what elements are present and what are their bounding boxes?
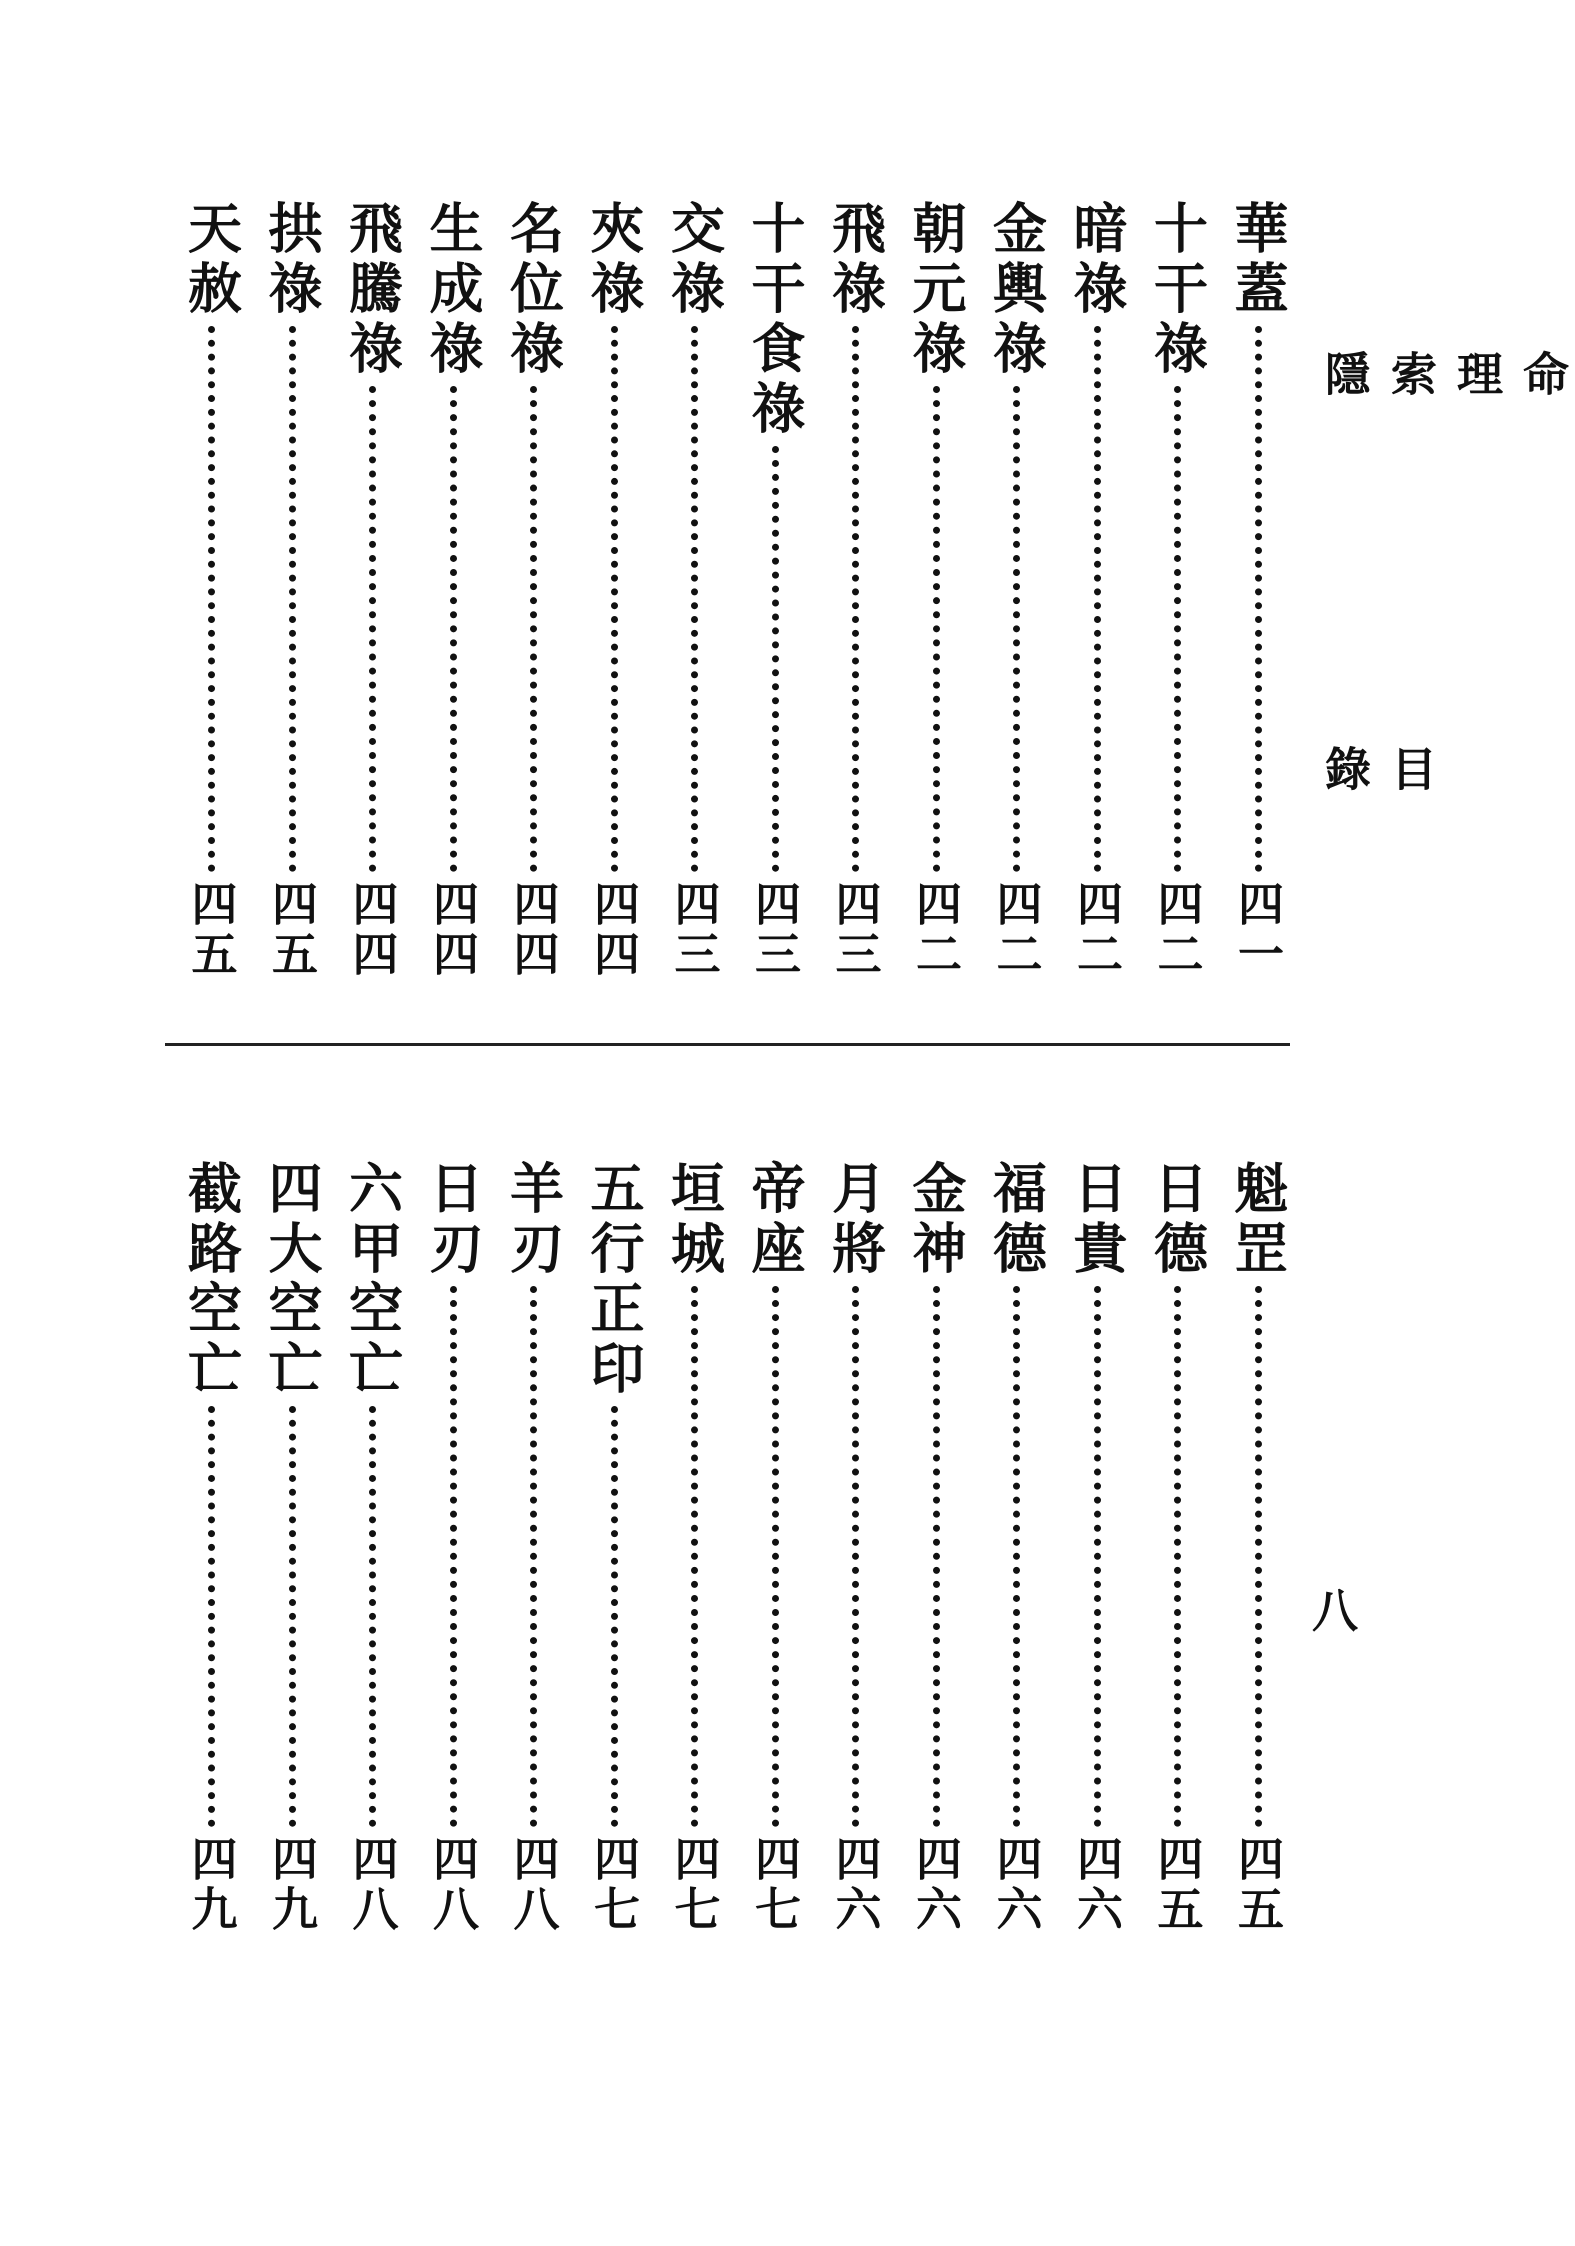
- toc-entry-title: 六甲空亡: [340, 1160, 405, 1400]
- toc-entry-page: 四七: [587, 1835, 641, 1935]
- book-title: 命理索隱: [1318, 350, 1570, 434]
- toc-entry[interactable]: [824, 200, 888, 980]
- toc-entry-page: 四二: [989, 880, 1044, 980]
- toc-entry-title: 十干祿: [1145, 200, 1210, 380]
- toc-entry-title: 華蓋: [1226, 200, 1290, 320]
- toc-entry[interactable]: [1065, 1160, 1129, 1935]
- dot-leader: [933, 386, 940, 872]
- toc-entry-page: 四五: [1150, 1835, 1205, 1935]
- dot-leader: [208, 1406, 215, 1827]
- toc-entry-title: 福德: [984, 1160, 1049, 1280]
- toc-entry-page: 四五: [1231, 1835, 1285, 1935]
- toc-entry-page: 四六: [909, 1835, 963, 1935]
- dot-leader: [530, 1286, 537, 1827]
- toc-entry-title: 魁罡: [1226, 1160, 1290, 1280]
- toc-entry[interactable]: [1226, 1160, 1290, 1935]
- toc-entry-page: 四八: [426, 1835, 480, 1935]
- toc-entry-title: 飛騰祿: [340, 200, 405, 380]
- toc-entry-title: 十干食祿: [743, 200, 807, 440]
- toc-entry[interactable]: [421, 1160, 485, 1935]
- toc-entry-title: 金神: [904, 1160, 968, 1280]
- toc-entry-page: 四三: [667, 880, 722, 980]
- toc-entry[interactable]: [502, 200, 566, 980]
- toc-entry-page: 四二: [1150, 880, 1205, 980]
- toc-entry-title: 朝元祿: [904, 200, 968, 380]
- dot-leader: [852, 1286, 859, 1827]
- toc-entry-title: 五行正印: [582, 1160, 646, 1400]
- dot-leader: [530, 386, 537, 872]
- toc-entry-page: 四五: [184, 880, 239, 980]
- toc-entry-page: 四六: [989, 1835, 1044, 1935]
- toc-entry-page: 四三: [748, 880, 802, 980]
- toc-entry[interactable]: [743, 1160, 807, 1935]
- dot-leader: [772, 1286, 779, 1827]
- divider: [165, 1043, 1290, 1046]
- toc-entry-title: 名位祿: [501, 200, 566, 380]
- dot-leader: [289, 326, 296, 872]
- toc-entry-page: 四七: [748, 1835, 802, 1935]
- toc-entry-page: 四二: [1070, 880, 1124, 980]
- toc-entry-title: 月將: [823, 1160, 888, 1280]
- toc-entry-title: 四大空亡: [260, 1160, 324, 1400]
- toc-entry-title: 羊刃: [501, 1160, 566, 1280]
- dot-leader: [450, 1286, 457, 1827]
- toc-entry[interactable]: [1226, 200, 1290, 980]
- toc-entry[interactable]: [341, 1160, 405, 1935]
- toc-entry[interactable]: [260, 200, 324, 980]
- toc-entry-page: 四九: [184, 1835, 239, 1935]
- dot-leader: [369, 386, 376, 872]
- toc-entry-page: 四四: [345, 880, 400, 980]
- dot-leader: [611, 1406, 618, 1827]
- toc-entry-title: 金輿祿: [984, 200, 1049, 380]
- toc-entry[interactable]: [824, 1160, 888, 1935]
- toc-top-block: [160, 200, 1290, 980]
- toc-entry[interactable]: [341, 200, 405, 980]
- toc-entry-title: 日貴: [1065, 1160, 1129, 1280]
- toc-entry-page: 四八: [345, 1835, 400, 1935]
- toc-entry-title: 截路空亡: [179, 1160, 244, 1400]
- dot-leader: [1094, 1286, 1101, 1827]
- dot-leader: [933, 1286, 940, 1827]
- toc-entry-title: 飛祿: [823, 200, 888, 320]
- toc-entry[interactable]: [582, 200, 646, 980]
- toc-entry-title: 帝座: [743, 1160, 807, 1280]
- toc-entry-page: 四三: [828, 880, 883, 980]
- toc-entry-page: 四四: [426, 880, 480, 980]
- dot-leader: [1174, 1286, 1181, 1827]
- toc-entry-page: 四一: [1231, 880, 1285, 980]
- toc-entry-page: 四二: [909, 880, 963, 980]
- toc-entry-page: 四七: [667, 1835, 722, 1935]
- dot-leader: [611, 326, 618, 872]
- dot-leader: [1255, 326, 1262, 872]
- toc-entry[interactable]: [663, 200, 727, 980]
- toc-entry-page: 四四: [506, 880, 561, 980]
- toc-entry-page: 四四: [587, 880, 641, 980]
- toc-entry[interactable]: [904, 200, 968, 980]
- dot-leader: [208, 326, 215, 872]
- toc-entry[interactable]: [743, 200, 807, 980]
- toc-entry[interactable]: [180, 200, 244, 980]
- toc-entry-title: 夾祿: [582, 200, 646, 320]
- toc-entry-page: 四六: [1070, 1835, 1124, 1935]
- toc-entry-title: 拱祿: [260, 200, 324, 320]
- toc-entry[interactable]: [1146, 1160, 1210, 1935]
- toc-entry[interactable]: [582, 1160, 646, 1935]
- toc-entry[interactable]: [985, 1160, 1049, 1935]
- toc-entry-title: 暗祿: [1065, 200, 1129, 320]
- dot-leader: [691, 326, 698, 872]
- dot-leader: [772, 446, 779, 872]
- toc-entry-title: 垣城: [662, 1160, 727, 1280]
- toc-entry[interactable]: [1146, 200, 1210, 980]
- toc-entry-page: 四六: [828, 1835, 883, 1935]
- dot-leader: [691, 1286, 698, 1827]
- dot-leader: [369, 1406, 376, 1827]
- page-number: 八: [1312, 1584, 1358, 1638]
- toc-entry[interactable]: [663, 1160, 727, 1935]
- toc-entry[interactable]: [985, 200, 1049, 980]
- toc-entry-title: 天赦: [179, 200, 244, 320]
- dot-leader: [289, 1406, 296, 1827]
- toc-bottom-block: [160, 1160, 1290, 1935]
- dot-leader: [1255, 1286, 1262, 1827]
- dot-leader: [1174, 386, 1181, 872]
- dot-leader: [1013, 1286, 1020, 1827]
- dot-leader: [852, 326, 859, 872]
- toc-entry[interactable]: [502, 1160, 566, 1935]
- toc-entry-page: 四五: [265, 880, 319, 980]
- toc-entry-title: 日德: [1145, 1160, 1210, 1280]
- dot-leader: [1013, 386, 1020, 872]
- toc-entry[interactable]: [180, 1160, 244, 1935]
- dot-leader: [1094, 326, 1101, 872]
- section-name: 目錄: [1318, 745, 1438, 821]
- toc-entry-page: 四八: [506, 1835, 561, 1935]
- toc-entry-title: 交祿: [662, 200, 727, 320]
- toc-entry[interactable]: [260, 1160, 324, 1935]
- toc-entry-page: 四九: [265, 1835, 319, 1935]
- toc-entry[interactable]: [904, 1160, 968, 1935]
- toc-entry-title: 日刃: [421, 1160, 485, 1280]
- dot-leader: [450, 386, 457, 872]
- toc-entry-title: 生成祿: [421, 200, 485, 380]
- toc-entry[interactable]: [421, 200, 485, 980]
- toc-entry[interactable]: [1065, 200, 1129, 980]
